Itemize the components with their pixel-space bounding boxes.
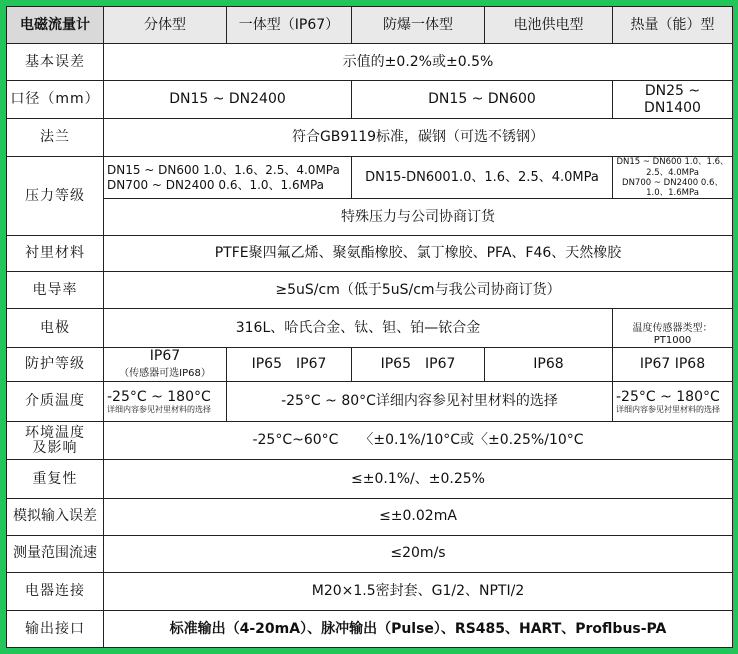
table-row [7,157,733,199]
col-header-split: 分体型 [104,7,227,44]
table-row [7,572,733,610]
lining-value: PTFE聚四氟乙烯、聚氨酯橡胶、氯丁橡胶、PFA、F46、天然橡胶 [104,236,733,272]
ambient-value: -25°C~60°C 〈±0.1%/10°C或〈±0.25%/10°C [104,422,733,460]
analog-error-value: ≤±0.02mA [104,498,733,535]
medium-temp-note-1: 详细内容参见衬里材料的选择 [107,405,211,415]
row-label-flange: 法兰 [7,119,104,157]
table-row [7,309,733,347]
row-label-analog-error: 模拟输入误差 [7,498,104,535]
row-label-repeatability: 重复性 [7,460,104,498]
spec-sheet [6,6,732,648]
protection-value-5: IP67 IP68 [613,347,733,382]
table-row [7,44,733,81]
row-label-pressure: 压力等级 [7,157,104,236]
table-row [7,272,733,309]
medium-temp-value-3 [613,382,733,422]
col-header-battery: 电池供电型 [485,7,613,44]
pressure-small-line-1: DN15 ~ DN600 1.0、1.6、2.5、4.0MPa [616,157,729,178]
table-row [7,236,733,272]
ambient-label-line-2: 及影响 [32,439,78,456]
protection-value-2: IP65 IP67 [227,347,352,382]
table-row [7,119,733,157]
col-header-heat: 热量（能）型 [613,7,733,44]
table-row [7,347,733,382]
row-label-ambient [7,422,104,460]
medium-temp-range-3: -25°C ~ 180°C [616,388,720,405]
protection-value-3: IP65 IP67 [352,347,485,382]
protection-note: （传感器可选IP68） [119,368,211,380]
ambient-label-line-1: 环境温度 [25,424,85,441]
medium-temp-note-3: 详细内容参见衬里材料的选择 [616,405,720,415]
diameter-value-2: DN15 ~ DN600 [352,81,613,119]
electrode-note: 温度传感器类型：PT1000 [613,309,733,347]
conductivity-value: ≥5uS/cm（低于5uS/cm与我公司协商订货） [104,272,733,309]
repeatability-value: ≤±0.1%/、±0.25% [104,460,733,498]
table-row [7,81,733,119]
pressure-value-3 [613,157,733,199]
col-header-explosion-proof: 防爆一体型 [352,7,485,44]
pressure-special: 特殊压力与公司协商订货 [104,199,733,236]
col-header-integrated: 一体型（IP67） [227,7,352,44]
protection-ip67: IP67 [149,347,181,364]
medium-temp-range-1: -25°C ~ 180°C [107,388,211,405]
row-label-accuracy: 基本误差 [7,44,104,81]
row-label-protection: 防护等级 [7,347,104,382]
row-label-connection: 电器连接 [7,572,104,610]
header-row [7,7,733,44]
table-row [7,498,733,535]
pressure-line-1: DN15 ~ DN600 1.0、1.6、2.5、4.0MPa [107,163,340,178]
row-label-medium-temp: 介质温度 [7,382,104,422]
connection-value: M20×1.5密封套、G1/2、NPTI/2 [104,572,733,610]
row-label-diameter: 口径（mm） [7,81,104,119]
pressure-small-line-2: DN700 ~ DN2400 0.6、1.0、1.6MPa [622,177,723,198]
protection-value-1 [104,347,227,382]
flow-speed-value: ≤20m/s [104,535,733,572]
table-row [7,610,733,647]
spec-table [6,6,733,648]
table-row [7,535,733,572]
medium-temp-value-1 [104,382,227,422]
row-label-electrode: 电极 [7,309,104,347]
table-title: 电磁流量计 [7,7,104,44]
protection-value-4: IP68 [485,347,613,382]
flange-value: 符合GB9119标准，碳钢（可选不锈钢） [104,119,733,157]
table-row [7,460,733,498]
pressure-value-1 [104,157,352,199]
row-label-flow-speed: 测量范围流速 [7,535,104,572]
table-row [7,382,733,422]
electrode-value: 316L、哈氏合金、钛、钽、铂—铱合金 [104,309,613,347]
diameter-value-3: DN25 ~ DN1400 [613,81,733,119]
table-row [7,199,733,236]
output-value: 标准输出（4-20mA）、脉冲输出（Pulse）、RS485、HART、Proflbus-PA [104,610,733,647]
accuracy-value: 示值的±0.2%或±0.5% [104,44,733,81]
pressure-line-2: DN700 ~ DN2400 0.6、1.0、1.6MPa [107,177,325,192]
row-label-output: 输出接口 [7,610,104,647]
row-label-conductivity: 电导率 [7,272,104,309]
row-label-lining: 衬里材料 [7,236,104,272]
diameter-value-1: DN15 ~ DN2400 [104,81,352,119]
table-row [7,422,733,460]
medium-temp-value-2: -25°C ~ 80°C详细内容参见衬里材料的选择 [227,382,613,422]
pressure-value-2: DN15-DN6001.0、1.6、2.5、4.0MPa [352,157,613,199]
